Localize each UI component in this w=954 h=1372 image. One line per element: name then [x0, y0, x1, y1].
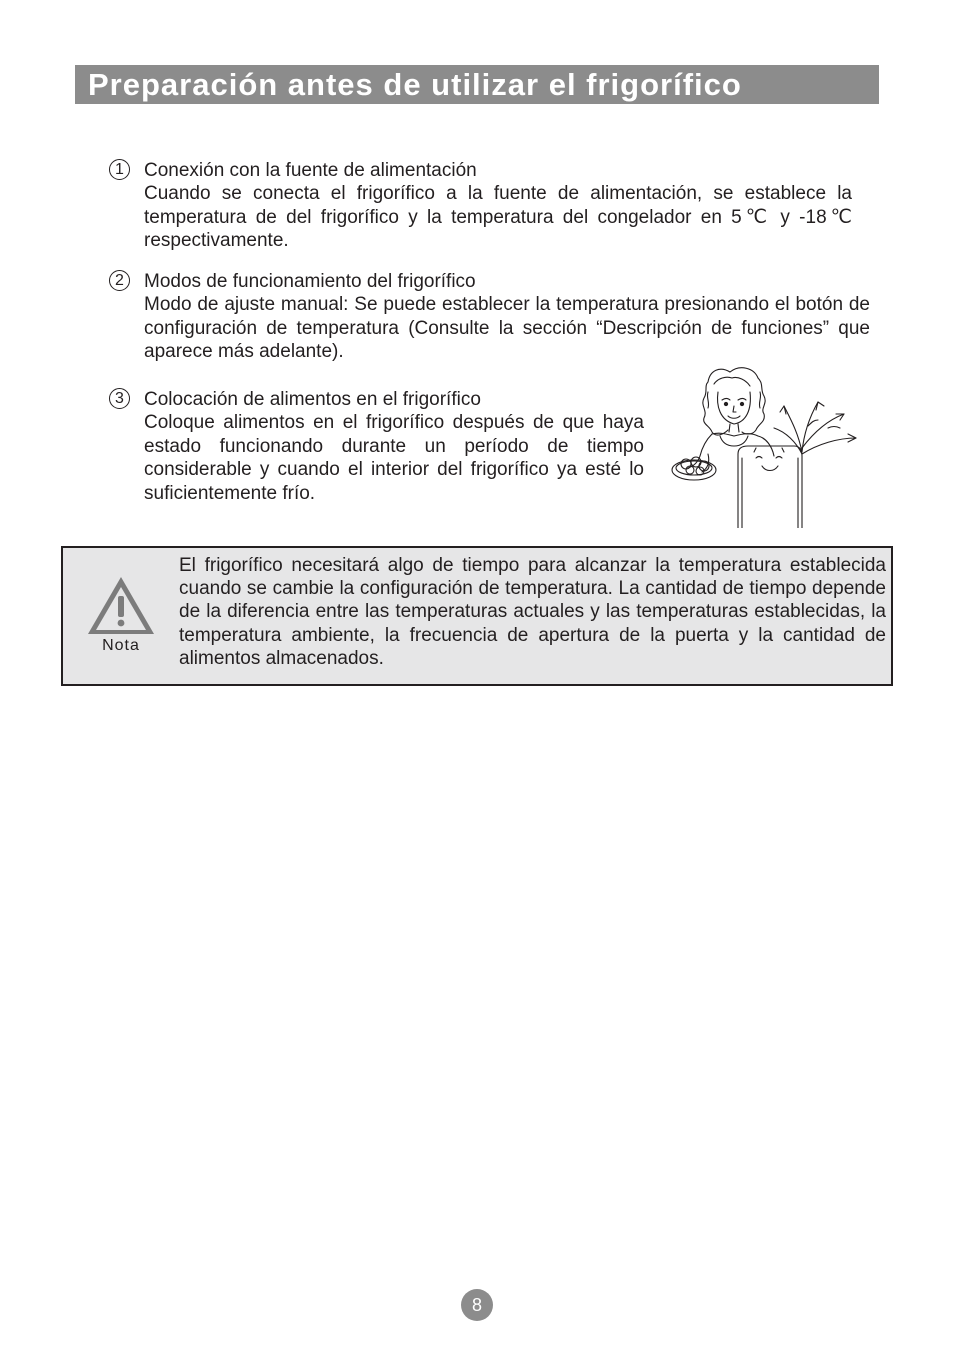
page-number: 8: [461, 1289, 493, 1321]
section-heading: Modos de funcionamiento del frigorífico: [144, 271, 476, 292]
page-title: Preparación antes de utilizar el frigorífico: [88, 67, 742, 102]
section-heading: Conexión con la fuente de alimentación: [144, 160, 477, 181]
title-bar: [75, 65, 879, 104]
section-body: Coloque alimentos en el frigorífico después de que haya estado funcionando durante un período de tiempo considerable y cuando el interior del frigorífico ya esté lo suficientemente frío.: [144, 412, 644, 504]
section-body: Cuando se conecta el frigorífico a la fuente de alimentación, se establece la temperatura de del frigorífico y la temperatura del congelador en 5℃ y -18℃ respectivamente.: [144, 183, 852, 251]
section-number: 3: [109, 388, 130, 409]
warning-triangle-icon: [85, 574, 157, 638]
section-heading: Colocación de alimentos en el frigorífico: [144, 389, 481, 410]
note-box: [61, 546, 893, 686]
section-number: 2: [109, 270, 130, 291]
note-label: Nota: [102, 637, 140, 654]
section-number: 1: [109, 159, 130, 180]
note-text: El frigorífico necesitará algo de tiempo para alcanzar la temperatura establecida cuando se cambie la configuración de temperatura. La cantidad de tiempo depende de la diferencia entre las temperaturas actuales y las temperaturas establecidas, la temperatura ambiente, la frecuencia de apertura de la puerta y la cantidad de alimentos almacenados.: [179, 555, 886, 669]
section-body: Modo de ajuste manual: Se puede establecer la temperatura presionando el botón de configuración de temperatura (Consulte la sección “Descripción de funciones” que aparece más adelante).: [144, 294, 870, 362]
woman-with-fridge-illustration: [668, 362, 864, 528]
